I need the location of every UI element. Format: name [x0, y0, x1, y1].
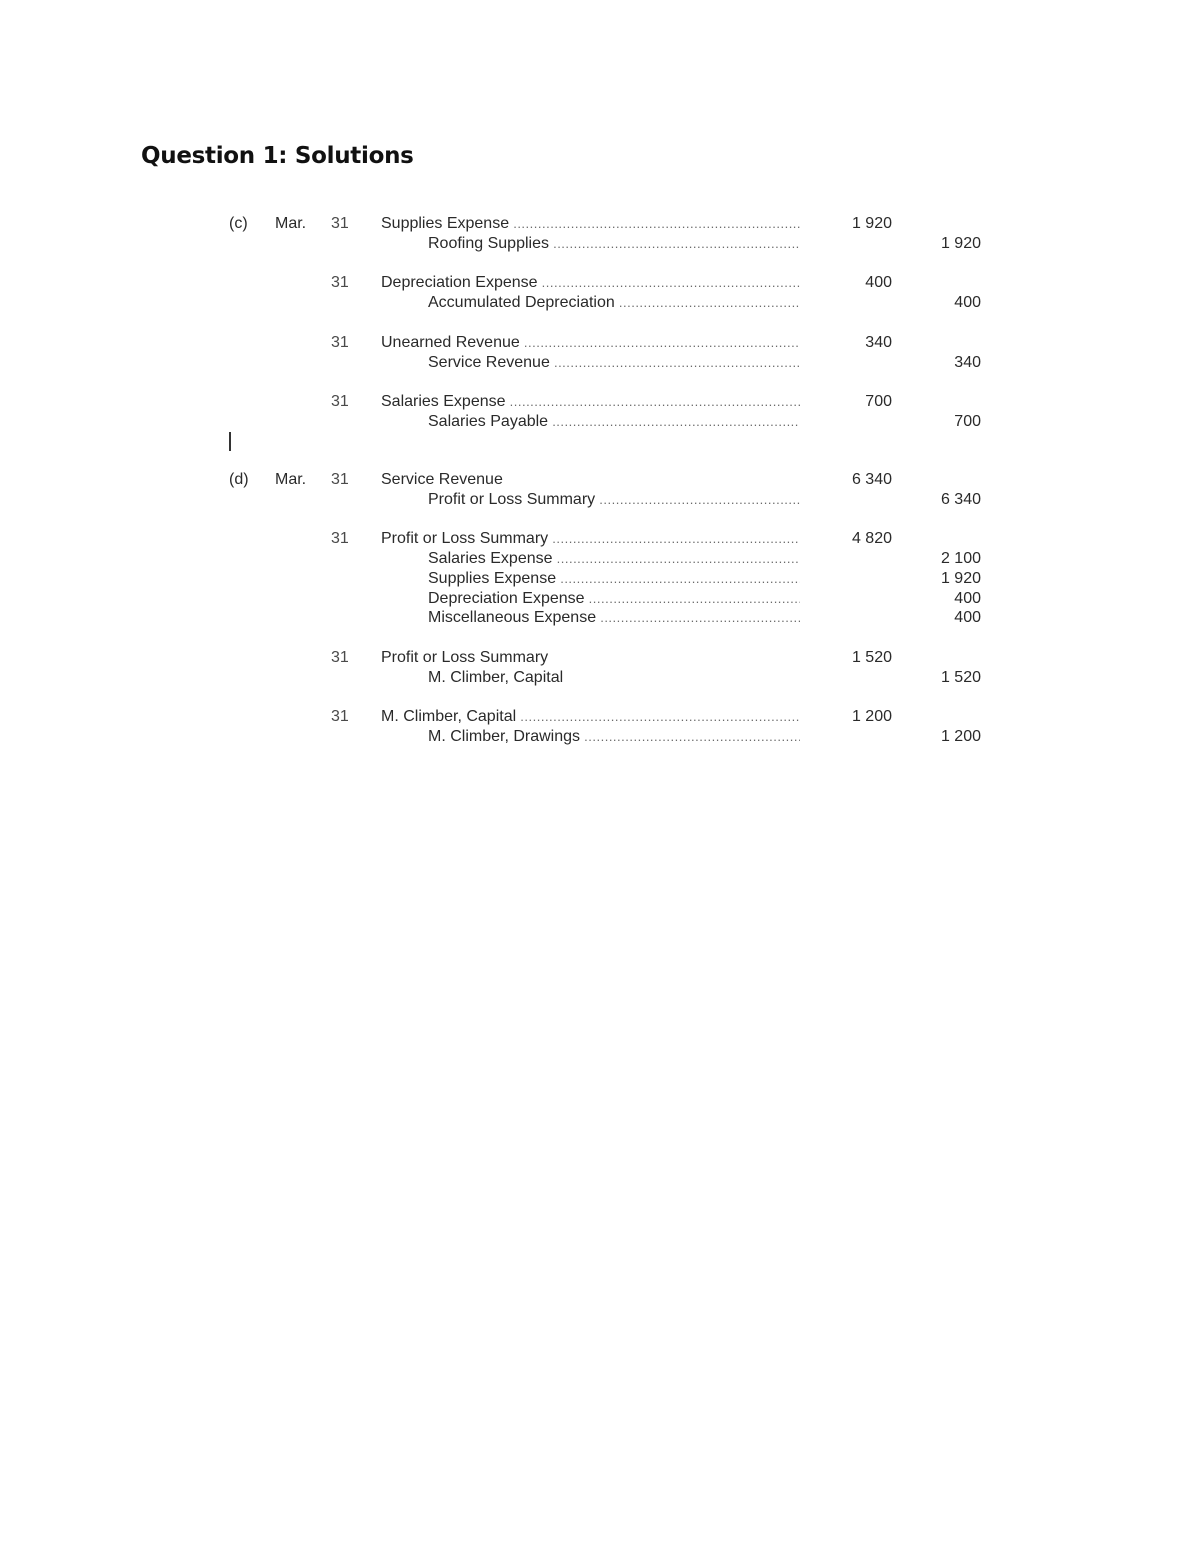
credit-amount: 1 200 — [940, 728, 981, 745]
section-label: (d) — [229, 471, 249, 488]
credit-account: Service Revenue ..... — [428, 353, 800, 373]
credit-account: Profit or Loss Summary ..... — [428, 490, 800, 510]
credit-amount: 1 920 — [940, 234, 981, 252]
debit-amount: 1 920 — [851, 215, 892, 232]
debit-amount: 340 — [865, 333, 892, 351]
credit-account: M. Climber, Capital — [428, 668, 564, 686]
credit-account: Miscellaneous Expense ..... — [428, 608, 800, 628]
section-label: (c) — [229, 215, 248, 232]
credit-amount: 400 — [954, 609, 981, 627]
entry-day: 31 — [331, 471, 349, 488]
debit-amount: 700 — [865, 393, 892, 411]
credit-amount: 1 920 — [940, 569, 981, 587]
credit-account: Salaries Expense ..... — [428, 549, 800, 569]
credit-account: M. Climber, Drawings ..... — [428, 727, 800, 747]
entry-day: 31 — [331, 215, 349, 232]
credit-amount: 340 — [954, 353, 981, 371]
credit-amount: 1 520 — [940, 668, 981, 686]
credit-account: Salaries Payable ..... — [428, 412, 800, 432]
entry-day: 31 — [331, 333, 349, 351]
credit-amount: 400 — [954, 294, 981, 312]
entry-day: 31 — [331, 274, 349, 292]
credit-account: Accumulated Depreciation ..... — [428, 293, 800, 313]
debit-amount: 400 — [865, 274, 892, 292]
credit-amount: 400 — [954, 589, 981, 607]
debit-amount: 6 340 — [851, 471, 892, 488]
debit-account: M. Climber, Capital ..... — [381, 707, 800, 727]
credit-amount: 6 340 — [940, 490, 981, 508]
entry-day: 31 — [331, 648, 349, 666]
entry-day: 31 — [331, 530, 349, 548]
debit-account: Salaries Expense ..... — [381, 392, 800, 412]
debit-account: Profit or Loss Summary ..... — [381, 529, 800, 549]
text-cursor — [229, 432, 231, 451]
debit-account: Service Revenue — [381, 471, 503, 488]
debit-amount: 1 200 — [851, 708, 892, 726]
credit-amount: 700 — [954, 412, 981, 430]
debit-account: Profit or Loss Summary — [381, 648, 549, 666]
entry-day: 31 — [331, 393, 349, 411]
debit-account: Unearned Revenue ..... — [381, 333, 800, 353]
credit-amount: 2 100 — [940, 550, 981, 568]
credit-account: Supplies Expense ..... — [428, 569, 800, 589]
entry-month: Mar. — [275, 471, 307, 488]
debit-amount: 1 520 — [851, 648, 892, 666]
debit-amount: 4 820 — [851, 530, 892, 548]
credit-account: Depreciation Expense ..... — [428, 589, 800, 609]
debit-account: Depreciation Expense ..... — [381, 273, 800, 293]
entry-day: 31 — [331, 708, 349, 726]
page-title: Question 1: Solutions — [141, 143, 414, 169]
credit-account: Roofing Supplies ..... — [428, 234, 800, 254]
debit-account: Supplies Expense ..... — [381, 214, 800, 234]
entry-month: Mar. — [275, 215, 307, 232]
